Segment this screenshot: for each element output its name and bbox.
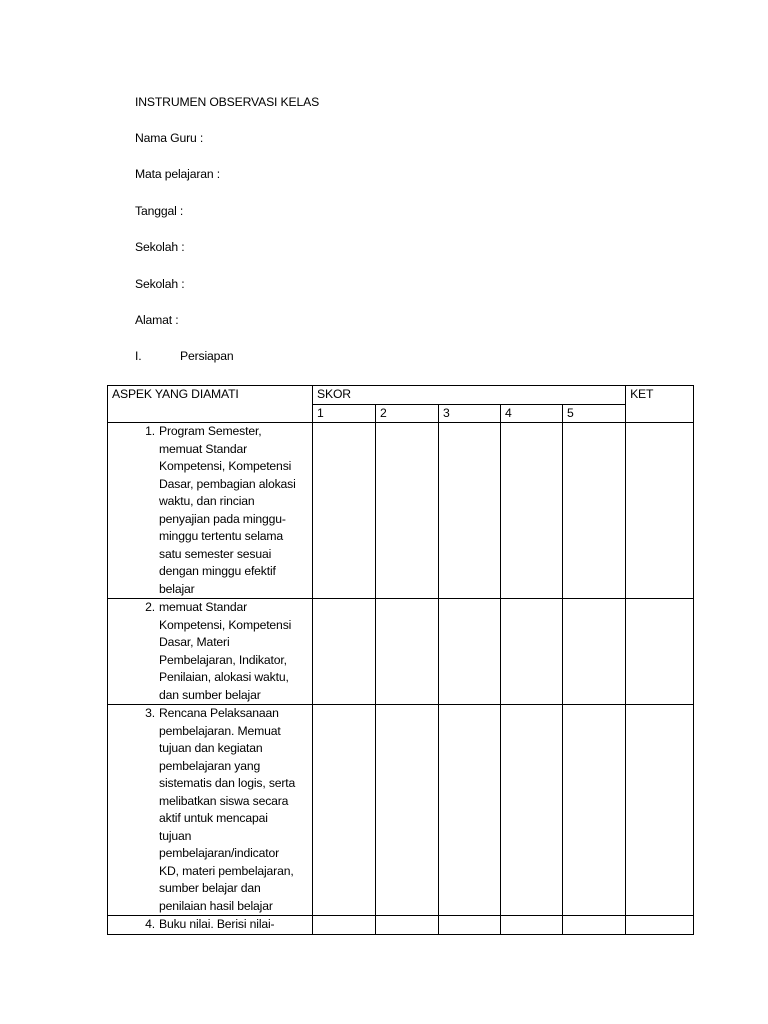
- header-note: KET: [626, 386, 694, 423]
- score-cell[interactable]: [376, 423, 439, 599]
- item-text: Buku nilai. Berisi nilai-: [159, 917, 275, 931]
- table-row: [108, 705, 694, 916]
- score-cell[interactable]: [313, 705, 376, 916]
- aspect-cell: [108, 705, 313, 916]
- list-item: [112, 423, 308, 598]
- score-col-3: 3: [439, 404, 501, 423]
- score-cell[interactable]: [563, 705, 626, 916]
- score-cell[interactable]: [501, 599, 563, 705]
- score-cell[interactable]: [501, 423, 563, 599]
- table-header-row: [108, 386, 694, 405]
- field-sekolah: Sekolah :: [135, 240, 185, 254]
- aspect-cell: [108, 423, 313, 599]
- list-item: [112, 599, 308, 704]
- item-text: Program Semester, memuat Standar Kompetensi, Kompetensi Dasar, pembagian alokasi waktu, dan rincian penyajian pada minggu- minggu tertentu selama satu semester sesuai dengan minggu efektif belajar: [159, 424, 296, 596]
- document-title: INSTRUMEN OBSERVASI KELAS: [135, 95, 320, 109]
- field-tanggal: Tanggal :: [135, 204, 184, 218]
- aspect-cell: [108, 599, 313, 705]
- field-sekolah-2: Sekolah :: [135, 277, 185, 291]
- list-item: [112, 916, 308, 934]
- score-cell[interactable]: [439, 705, 501, 916]
- item-number: 3.: [145, 706, 155, 720]
- field-mata-pelajaran: Mata pelajaran :: [135, 167, 220, 181]
- header-aspect: ASPEK YANG DIAMATI: [108, 386, 313, 423]
- table-row: [108, 916, 694, 935]
- aspect-cell: [108, 916, 313, 935]
- score-cell[interactable]: [376, 599, 439, 705]
- score-cell[interactable]: [376, 705, 439, 916]
- section-number: I.: [135, 349, 142, 363]
- score-cell[interactable]: [439, 423, 501, 599]
- note-cell[interactable]: [626, 705, 694, 916]
- score-cell[interactable]: [313, 916, 376, 935]
- score-cell[interactable]: [376, 916, 439, 935]
- item-number: 2.: [145, 600, 155, 614]
- score-cell[interactable]: [501, 916, 563, 935]
- score-cell[interactable]: [563, 599, 626, 705]
- header-score: SKOR: [313, 386, 626, 405]
- list-item: [112, 705, 308, 915]
- table-row: [108, 423, 694, 599]
- item-text: Rencana Pelaksanaan pembelajaran. Memuat tujuan dan kegiatan pembelajaran yang sistematis dan logis, serta melibatkan siswa secara aktif untuk mencapai tujuan pembelajaran/indicator KD, materi pembelajaran, sumber belajar dan penilaian hasil belajar: [159, 706, 296, 913]
- field-nama-guru: Nama Guru :: [135, 131, 204, 145]
- score-col-4: 4: [501, 404, 563, 423]
- item-number: 1.: [145, 424, 155, 438]
- score-col-5: 5: [563, 404, 626, 423]
- observation-table: [107, 385, 694, 935]
- note-cell[interactable]: [626, 599, 694, 705]
- score-cell[interactable]: [313, 423, 376, 599]
- score-cell[interactable]: [501, 705, 563, 916]
- score-cell[interactable]: [313, 599, 376, 705]
- score-cell[interactable]: [563, 916, 626, 935]
- section-title: Persiapan: [180, 349, 234, 363]
- table-row: [108, 599, 694, 705]
- score-cell[interactable]: [439, 916, 501, 935]
- note-cell[interactable]: [626, 423, 694, 599]
- note-cell[interactable]: [626, 916, 694, 935]
- score-col-2: 2: [376, 404, 439, 423]
- item-text: memuat Standar Kompetensi, Kompetensi Dasar, Materi Pembelajaran, Indikator, Penilaian, alokasi waktu, dan sumber belajar: [159, 600, 292, 702]
- score-col-1: 1: [313, 404, 376, 423]
- field-alamat: Alamat :: [135, 313, 179, 327]
- item-number: 4.: [145, 917, 155, 931]
- score-cell[interactable]: [563, 423, 626, 599]
- score-cell[interactable]: [439, 599, 501, 705]
